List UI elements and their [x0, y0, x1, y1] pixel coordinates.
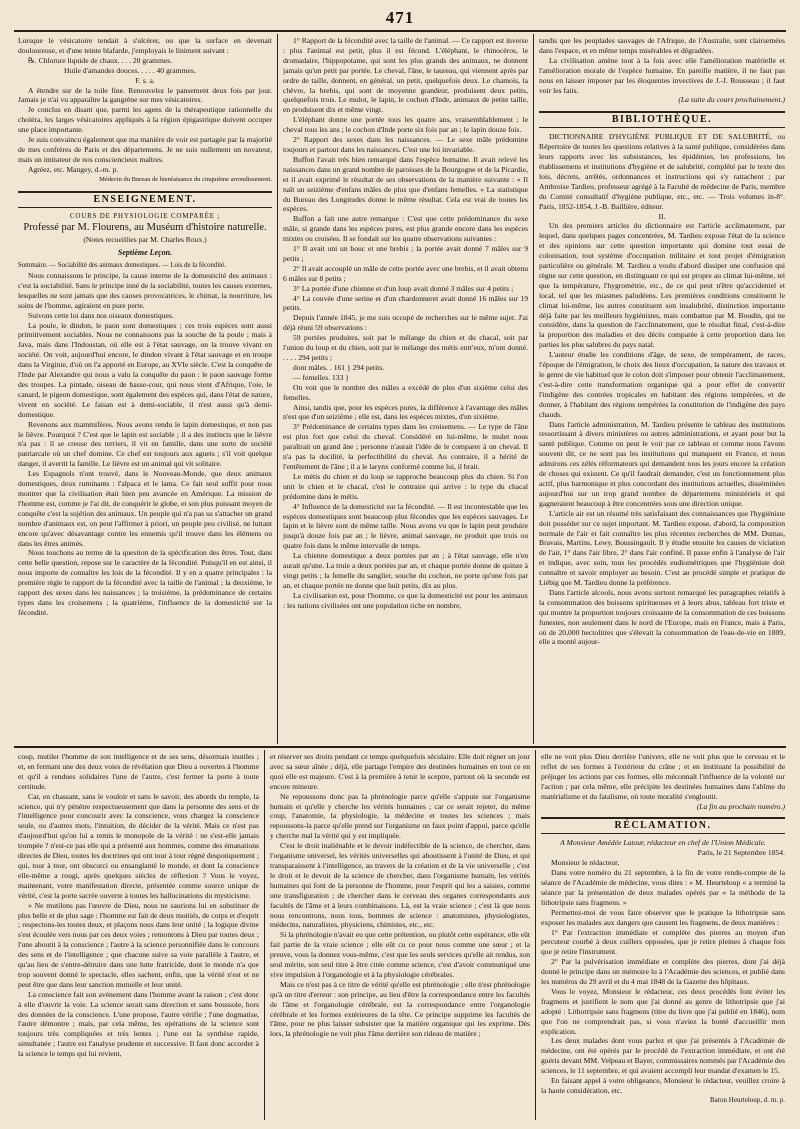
- tally-line: dont mâles. . 161 } 294 petits.: [293, 362, 385, 372]
- paragraph: « Ne mutilons pas l'œuvre de Dieu, nous ne saurions lui en substituer de plus belle et de plus sage : l'homme est fait de deux moitiés, de corps et d'esprit ; respectons-les toutes deux, et plaçons nous dans leur unité ; la logique divine s'est écoulée vers nous par ces deux voies ; remontons à Dieu par toutes deux ; l'une aboutit à la conscience ; l'autre à la science personnifiée dans le concours des sens et de l'intelligence ; que chacune suive sa voie parallèle à l'autre, et qu'au lieu de s'entre-détruire dans une lutte fratricide, dont le monde n'a que trop souvent donné le spectacle, elles sachent, enfin, que la vérité n'est et ne peut être que dans leur sanction mutuelle et leur unité.: [18, 900, 259, 989]
- column-divider: [264, 750, 265, 1120]
- paragraph: Mais ce n'est pas à ce titre de vérité qu'elle est phrénologie ; elle n'est phrénologie qu'à un titre d'erreur : son principe, au lieu d'être la correspondance entre les facultés de l'âme et l'organologie cérébrale, est la correspondance entre l'organologie cérébrale et les formes extérieures de la tête. Ce principe supprime les facultés de l'âme, pour ne plus laisser subsister que la matière organique qui les exprime. Dès lors, la phrénologie ne voit plus l'âme derrière son rideau de matière ;: [270, 979, 530, 1039]
- paragraph: Le métis du chien et du loup se rapproche beaucoup plus du chien. Si l'on unit le chien et le chacal, c'est le contraire qui arrive : le type du chacal prédomine dans le métis.: [283, 471, 528, 501]
- paragraph: On voit que le nombre des mâles a excédé de plus d'un sixième celui des femelles.: [283, 382, 528, 402]
- paragraph: coup, mutiler l'homme de son intelligence et de ses sens, désormais inutiles ; et, en fermant une des deux voies de révélation que Dieu a ouvertes à l'homme et qu'il a rendues solidaires l'une de l'autre, c'est fermer la porte à toute certitude.: [18, 752, 259, 791]
- column-3: [539, 36, 785, 744]
- recipe-line: Huile d'amandes douces. . . . . 40 grammes.: [64, 65, 196, 75]
- continuation-note: (La fin au prochain numéro.): [696, 801, 785, 811]
- paragraph: Revenons aux mammifères. Nous avons rendu le lapin domestique, et non pas le lièvre. Pourquoi ? C'est que le lapin est sociable ; il a des instincts que le lièvre n'a pas : il se creuse des terriers, il vit en famille, dans une sorte de société patriarcale où un chef domine. Ce chef est toujours aux aguets ; s'il voit quelque danger, il avertit la famille. Le lièvre est un animal qui vit solitaire.: [18, 419, 272, 469]
- continuation-note: (La suite du cours prochainement.): [678, 95, 785, 105]
- recipe-line: F. s. a.: [135, 75, 155, 85]
- letter-dateline: Paris, le 21 Septembre 1854.: [697, 848, 785, 858]
- paragraph: La civilisation est, pour l'homme, ce que la domesticité est pour les animaux : les nations civilisées ont une population riche en nombre,: [283, 590, 528, 610]
- paragraph: Je suis convaincu également que ma manière de voir est partagée par la majorité de mes confrères de Paris et des départemens. Je ne suis nullement un novateur, mais un imitateur de nos consciencieux maîtres.: [18, 135, 272, 164]
- section-separator-rule: [14, 746, 786, 748]
- paragraph: 3° La portée d'une chienne et d'un loup avait donné 3 mâles sur 4 petits ;: [293, 283, 514, 293]
- section-title: RÉCLAMATION.: [541, 817, 785, 834]
- paragraph: L'auteur étudie les conditions d'âge, de sexe, de tempérament, de races, l'époque de l'émigration, le choix des lieux d'occupation, la nature des travaux et le genre de vie habituel que le colon doit s'imposer pour obtenir l'acclimatement, c'est-à-dire cette transformation organique qui a pour effet de convertir l'indigène des contrées tropicales en habitant des régions tempérées, et de donner, à l'habitant des régions tempérées la constitution de l'indigène des pays chauds.: [539, 350, 785, 419]
- column-1: [18, 36, 272, 744]
- paragraph: Car, en chassant, sans le vouloir et sans le savoir, des abords du temple, la science, qui n'y pénètre respectueusement que dans la personne des sens et de l'intelligence pour concourir avec la conscience, vous chargez la conscience seule, ou d'autres mots, l'intuition, de décider de la vérité. Mais ce n'est pas d'aujourd'hui qu'on lui a remis le monopole de la vérité : ne s'est-elle jamais trompée ? n'est-ce pas elle qui a présenté aux hommes, comme des émanations directes de Dieu, toutes les doctrines qui ont tour à tour régné despotiquement ; qui, tour à tour, ont obscurci ou ensanglanté le monde, et dont la conscience elle-même a rougi, après quelques siècles de réflexion ? Vous le voyez, maintenant, votre manifestation directe, présentée comme source unique de vérité, c'est la porte sacrée ouverte à toutes les hallucinations du mysticisme.: [18, 791, 259, 900]
- paragraph: elle ne voit plus Dieu derrière l'univers, elle ne voit plus que le cerveau et le reflet de ses formes à l'extérieur du crâne ; et en instituant la possibilité de préjuger les actions par ces formes, elle méconnaît l'influence de la volonté sur l'action ; par cela même, elle précipite les destinées humaines dans l'abîme du matérialisme et du fatalisme, où toute moralité s'engloutit.: [541, 752, 785, 801]
- paragraph: 4° La couvée d'une serine et d'un chardonneret avait donné 16 mâles sur 19 petits.: [283, 293, 528, 313]
- header-rule: [14, 30, 786, 32]
- paragraph: 59 portées produites, soit par le mélange du chien et du chacal, soit par l'union du loup et du chien, soit par le mélange des métis entr'eux, m'ont donné. . . . . 294 petits ;: [283, 333, 528, 362]
- bottom-column-3: [541, 752, 785, 1124]
- paragraph: L'article air est un résumé très satisfaisant des connaissances que l'hygiéniste doit posséder sur ce sujet important. M. Tardieu expose, d'abord, la composition normale de l'air et fait connaître les plus récentes recherches de MM. Dumas, Bravais, Martins, Lewy, Boussingault. Il y étudie ensuite les causes de viciation de l'air, 1° dans l'air libre, 2° dans l'air confiné. Il passe enfin à l'analyse de l'air et indique, avec soin, tous les procédés eudiométriques que l'hygiéniste doit connaître et savoir employer au besoin. C'est au procédé simple et pratique de Liébig que M. Tardieu donne la préférence.: [539, 508, 785, 588]
- paragraph: Dans l'article administration, M. Tardieu présente le tableau des institutions ressortissant à divers ministères ou autres administrations, et ayant pour but la santé publique. Comme on peut le voir par ce tableau et comme nous l'avons souvent dit, ce ne sont pas les institutions qui manquent en France, et nous admirons ces zélés réformateurs qui demandent tous les jours encore la création de choses qui existent. Ce qu'il faudrait demander, c'est un fonctionnement plus actif, plus harmonique et plus concordant des institutions actuelles, disséminées aujourd'hui sur un trop grand nombre de départemens ministériels et qui gagneraient beaucoup à être concentrées sous une direction unique.: [539, 419, 785, 508]
- paragraph: Suivons cette loi dans nos oiseaux domestiques.: [28, 310, 174, 320]
- paragraph: 4° Influence de la domesticité sur la fécondité. — Il est incontestable que les espèces domestiques sont beaucoup plus fécondes que les espèces sauvages. Le lapin et le lièvre sont de même taille. Nous avons vu que le lapin peut produire jusqu'à douze fois par an ; le lièvre, animal sauvage, ne produit que trois ou quatre fois dans le même intervalle de temps.: [283, 501, 528, 551]
- bottom-column-1: [18, 752, 259, 1124]
- paragraph: DICTIONNAIRE D'HYGIÈNE PUBLIQUE ET DE SALUBRITÉ, ou Répertoire de toutes les questions relatives à la santé publique, considérées dans leurs rapports avec les subsistances, les épidémies, les professions, les établissemens et institutions d'hygiène et de salubrité, complété par le texte des lois, décrets, arrêtés, ordonnances et instructions qui s'y rattachent ; par Ambroise Tardieu, professeur agrégé à la Faculté de médecine de Paris, membre du Comité consultatif d'hygiène publique, etc., etc. — Trois volumes in-8°. Paris, 1852-1854, J.-B. Baillière, éditeur.: [539, 132, 785, 211]
- paragraph: Les Espagnols n'ont trouvé, dans le Nouveau-Monde, que deux animaux domestiques, deux ruminants : l'alpaca et le lama. Ce fait seul suffit pour nous montrer que la civilisation était bien peu avancée en Amérique. La mission de l'homme est, comme je l'ai dit, de conquérir le globe, et son plus puissant moyen de conquête c'est la sujétion des animaux. Un peuple qui n'a pas su s'attacher un grand nombre d'animaux est, on peut l'affirmer à priori, un peuple peu civilisé, ne luttant encore qu'avec désavantage contre les ennemis qu'il trouve dans les élémens ou dans les êtres animés.: [18, 469, 272, 548]
- column-2: [283, 36, 528, 744]
- signature: Agréez, etc. Mangey, d.-m. p.: [28, 164, 119, 174]
- paragraph: 1° Par l'extraction immédiate et complète des pierres au moyen d'un percuteur courbé à deux cuillers opposées, que je retire pleines à chaque fois que je retire l'instrument.: [541, 927, 785, 957]
- course-title: COURS DE PHYSIOLOGIE COMPARÉE ;: [69, 211, 221, 220]
- paragraph: 2° Par la pulvérisation immédiate et complète des pierres, dont j'ai déjà donné le principe dans un mémoire lu à l'Académie des sciences, et publié dans les numéros du 29 avril et du 4 mai 1848 de la Gazette des hôpitaux.: [541, 957, 785, 987]
- paragraph: En faisant appel à votre obligeance, Monsieur le rédacteur, veuillez croire à la haute considération, etc.: [541, 1076, 785, 1095]
- roman-numeral: II.: [658, 211, 666, 221]
- paragraph: C'est le droit inaliénable et le devoir indéfectible de la science, de chercher, dans l'organisme universel, les vérités universelles qui aboutissent à l'unité de Dieu, et qui transparaissent à l'intelligence, au travers de la création et de la vie universelle ; c'est le droit et le devoir de la science de chercher, dans l'organisme humain, les vérités humaines qui font de la personne de l'homme, pour l'esprit qui les a saisies, comme une transfiguration ; de chercher dans le cerveau des organes correspondants aux facultés de l'âme et à leurs combinaisons. Là, est la vraie science ; c'est là que nous nous rencontrons, nous tous, hommes de science : anatomistes, physiologistes, médecins, naturalistes, physiciens, chimistes, etc., etc.: [270, 841, 530, 930]
- paragraph: 1° Il avait uni un bouc et une brebis ; la portée avait donné 7 mâles sur 9 petits ;: [283, 244, 528, 263]
- tally-line: — femelles. 133 }: [293, 372, 349, 382]
- paragraph: Nous touchons au terme de la question de la spécification des êtres. Tout, dans cette belle question, repose sur le caractère de la fécondité. Puisqu'il en est ainsi, il nous importe de connaître les lois de la fécondité. Il y en a quatre principales : la première règle le rapport de la fécondité avec la taille de l'animal ; la deuxième, le rapport des sexes dans les naissances ; la troisième, la prédominance de certains types dans les croisemens ; la quatrième, l'influence de la domesticité sur la fécondité.: [18, 548, 272, 617]
- section-title: BIBLIOTHÈQUE.: [539, 111, 785, 128]
- notes-credit: (Notes recueillies par M. Charles Roux.): [83, 235, 207, 245]
- column-divider: [277, 34, 278, 744]
- paragraph: Dans votre numéro du 21 septembre, à la fin de votre rendu-compte de la séance de l'Académie de médecine, vous dites : « M. Heurteloup « a terminé la séance par la présentation de deux malades opérés par « la méthode de la lithotripsie sans fragmens. »: [541, 868, 785, 907]
- paragraph: Permettez-moi de vous faire observer que le pratique la lithotripsie sans exposer les malades aux dangers que causent les fragmens, de deux manières :: [541, 907, 785, 927]
- signature-title: Médecin du Bureau de bienfaisance du cinquième arrondissement.: [99, 175, 272, 183]
- summary: Sommaire. — Sociabilité des animaux domestiques. — Lois de la fécondité.: [18, 262, 226, 270]
- paragraph: Ainsi, tandis que, pour les espèces pures, la différence à l'avantage des mâles n'est que d'un seizième ; elle est, dans les espèces mixtes, d'un sixième.: [283, 402, 528, 422]
- paragraph: Lorsque le vésicatoire tendait à s'ulcérer, ou que la surface en devenait douloureuse, et d'une teinte blafarde, j'employais le liniment suivant :: [18, 36, 272, 55]
- paragraph: La poule, le dindon, le paon sont domestiques ; ces trois espèces sont aussi primitivement sociables. Nous ne connaissons pas la souche de la poule ; mais à Java, mais dans l'Indoustan, où elle est à l'état sauvage, on la trouve vivant en société. On voit, aujourd'hui encore, le dindon vivant à l'état sauvage et en troupe dans la Virginie, d'où on l'a apporté en Europe, au XVIe siècle. C'est la conquête de l'Inde par Alexandre qui nous a valu la conquête du paon : le paon sauvage forme des troupes. La pintade, oiseau de basse-cour, qui nous vient d'Afrique, l'oie, le canard, le pigeon domestique, sont également des espèces qui, dans l'état de nature, vivent en société. Le faisan est à demi-sociable, il n'est aussi qu'à demi-domestique.: [18, 320, 272, 419]
- paragraph: Depuis l'année 1845, je me suis occupé de recherches sur le même sujet. J'ai déjà réuni 59 observations :: [283, 313, 528, 333]
- signature: Baron Heurteloup, d. m. p.: [709, 1095, 785, 1104]
- paragraph: Je conclus en disant que, parmi les agens de la thérapeutique rationnelle du choléra, les larges vésicatoires appliqués à la région épigastrique doivent occuper une place importante.: [18, 105, 272, 135]
- paragraph: 2° Il avait accouplé un mâle de cette portée avec une brebis, et il avait obtenu 6 mâles sur 8 petits ;: [283, 263, 528, 283]
- letter-address: A Monsieur Amédée Latour, rédacteur en chef de l'Union Médicale.: [560, 838, 766, 848]
- professor-line: Professé par M. Flourens, au Muséum d'histoire naturelle.: [23, 222, 267, 234]
- recipe-line: ℞. Chlorure liquide de chaux. . . . 20 grammes.: [28, 55, 173, 65]
- section-title: ENSEIGNEMENT.: [18, 191, 272, 208]
- paragraph: Dans l'article alcools, nous avons surtout remarqué les paragraphes relatifs à la consommation des boissons spiritueuses et à leurs abus, tableau fort triste et qui montre la proportion toujours croissante de la consommation de ces boissons funestes, non seulement dans le nord de l'Europe, mais en France, mais à Paris, où de 20,000 hectolitres que s'élevait la consommation de l'eau-de-vie en 1809, elle a monté aujour-: [539, 587, 785, 647]
- paragraph: Ne repoussons donc pas la phrénologie parce qu'elle s'appuie sur l'organisme humain et qu'elle y cherche les vérités humaines ; car ce serait rejeter, du même coup, l'anatomie, la physiologie, la médecine et toutes les sciences ; mais repoussons-la parce qu'elle prend sur l'organisme un faux point d'appui, parce qu'elle y cherche mal la vérité qui y est impliquée.: [270, 791, 530, 841]
- page-number: 471: [385, 8, 415, 27]
- paragraph: Buffon a fait une autre remarque : C'est que cette prédominance du sexe mâle, si grande dans les espèces pures, est plus grande encore dans les espèces mixtes ou croisées. Il se fondait sur les quatre observations suivantes :: [283, 214, 528, 244]
- paragraph: La conscience fait son avènement dans l'homme avant la raison ; c'est donc à elle d'ouvrir la voie. La science serait sans direction et sans boussole, hors des données de la conscience. L'une propose, l'autre vérifie ; l'une dogmatise, l'autre démontre ; mais, par cela même, les opérations de la science sont toujours très compliquées et très lentes ; l'une est la synthèse rapide, simultanée ; l'autre est l'analyse prudente et successive. Il faut donc accorder à la science le temps qui lui revient,: [18, 989, 259, 1059]
- column-divider: [533, 34, 534, 744]
- bottom-column-2: [270, 752, 530, 1124]
- paragraph: 3° Prédominance de certains types dans les croisemens. — Le type de l'âne est plus fort que celui du cheval. Considéré en lui-même, le mulet nous paraîtrait un grand âne ; personne n'aurait l'idée de le comparer à un cheval. Il n'a pas la docilité, la perfectibilité du cheval. Au contraire, il a hérité de l'entêtement de l'âne ; il a le larynx conformé comme lui, il brait.: [283, 422, 528, 471]
- paragraph: Si la phrénologie n'avait eu que cette prétention, ou plutôt cette espérance, elle eût fait partie de la vraie science ; elle eût cu ce pour nous comme une sœur ; et la preuve, vous la donnez vous-même, c'est que les seuls services qu'elle ait rendus, son seul mérite, son seul titre à être citée comme science, c'est d'avoir communiqué une vive impulsion à l'organologie et à la physiologie cérébrales.: [270, 930, 530, 979]
- paragraph: La civilisation amène tout à la fois avec elle l'amélioration matérielle et l'amélioration morale de l'espèce humaine. En pareille matière, il ne faut pas nous en laisser imposer par les éloquentes invectives de J.-J. Rousseau ; il faut voir les faits.: [539, 55, 785, 95]
- paragraph: 2° Rapport des sexes dans les naissances. — Le sexe mâle prédomine toujours et partout dans les naissances. C'est une loi invariable.: [283, 135, 528, 154]
- paragraph: Les deux malades dont vous parlez et que j'ai présentés à l'Académie de médecine, ont été opérés par le procédé de l'extraction immédiate, et ont été guéris devant MM. Velpeau et Bayer, commissaires nommés par l'Académie des sciences, le 11 septembre, et qui avaient accompli leur mandat d'examen le 15.: [541, 1036, 785, 1076]
- paragraph: tandis que les peuplades sauvages de l'Afrique, de l'Australie, sont clairsemées dans l'espace, et en même temps misérables et dégradées.: [539, 36, 785, 55]
- letter-salutation: Monsieur le rédacteur,: [551, 858, 620, 868]
- paragraph: A étendre sur de la toile fine. Renouvelez le pansement deux fois par jour. Jamais je n'ai vu apparaître la gangrène sur mes vésicatoires.: [18, 85, 272, 105]
- paragraph: Un des premiers articles du dictionnaire est l'article acclimatement, par lequel, dans quelques pages concentrées, M. Tardieu expose l'état de la science et des opinions sur cette question importante qui domine tout essai de colonisation, tout système d'occupation militaire et tout projet d'émigration particulière ou générale. M. Tardieu a voulu d'abord dissiper une confusion qui règne sur cette question, en distinguant ce qui est propre au climat lui-même, tel que la température, l'hygrométrie, etc., de ce qui peut n'être qu'accidentel et local, tel que les miasmes paludéens. Les premières conditions constituent le climat lui-même, les autres constituent son insalubrité, distinction importante déjà faite par les meilleurs hygiénistes, mais combattue par M. Boudin, qui ne considère, dans la question de l'acclimatement, que le résultat final, c'est-à-dire la proportion des maladies et des décès comparée à cette proportion dans les parties les plus salubres du pays natal.: [539, 221, 785, 350]
- paragraph: et réserver ses droits pendant ce temps quelquefois séculaire. Elle doit régner un jour avec sa sœur aînée ; déjà, elle partage l'empire des destinées humaines en tout ce en quoi elle est majeure. C'est à la première à tenir le sceptre, partout où la seconde est encore mineure.: [270, 752, 530, 791]
- column-divider: [535, 750, 536, 1120]
- paragraph: 1° Rapport de la fécondité avec la taille de l'animal. — Ce rapport est inverse : plus l'animal est petit, plus il est fécond. L'éléphant, le rhinocéros, le dromadaire, l'hippopotame, qui sont les plus grands des animaux, ne donnent jamais qu'un petit par portée. Le cheval, l'âne, le taureau, qui viennent après par ordre de taille, donnent, en général, un petit, quelquefois deux. Le chamois, la chèvre, la brebis, qui sont de moyenne grandeur, produisent deux petits, quelquefois trois. Le mulot, le lapin, le cochon d'Inde, animaux de petite taille, en produisent dix et même vingt.: [283, 36, 528, 115]
- paragraph: L'éléphant donne une portée tous les quatre ans, vraisemblablement ; le cheval tous les ans ; le cochon d'Inde porte six fois par an ; le lapin douze fois.: [283, 115, 528, 135]
- paragraph: Buffon l'avait très bien remarqué dans l'espèce humaine. Il avait relevé les naissances dans un grand nombre de paroisses de la Bourgogne et de la Picardie, et il avait exprimé le résultat de ses observations de la manière suivante : « Il naît un seizième d'enfans mâles de plus que d'enfans femelles. » La statistique du Bureau des Longitudes donne le même résultat. Cela est vrai de toutes les espèces.: [283, 154, 528, 214]
- paragraph: Nous connaissons le principe, la cause interne de la domesticité des animaux : c'est la sociabilité. Sans le principe inné de la sociabilité, toutes les causes externes, lesquelles ne sont jamais que des causes provocatrices, le chimat, la nourriture, les soins de l'homme, agiraient en pure perte.: [18, 271, 272, 310]
- lecon-title: Septième Leçon.: [117, 248, 173, 258]
- paragraph: La chienne domestique a deux portées par an ; à l'état sauvage, elle n'en aurait qu'une. La truie a deux portées par an, et chaque portée donne de quinze à vingt petits ; la femelle du sanglier, souche du cochon, ne porte qu'une fois par an, et chaque portée ne donne que huit petits, dix au plus.: [283, 551, 528, 590]
- paragraph: Vous le voyez, Monsieur le rédacteur, ces deux procédés font éviter les fragmens et justifient le nom que j'ai donné au genre de lithotripsie que j'ai adopté : Lithotripsie sans fragmens (titre du livre que j'ai publié en 1846), nom que l'on ne comprendrait pas, si vous n'aviez la bonté d'accueillir mon explication.: [541, 986, 785, 1036]
